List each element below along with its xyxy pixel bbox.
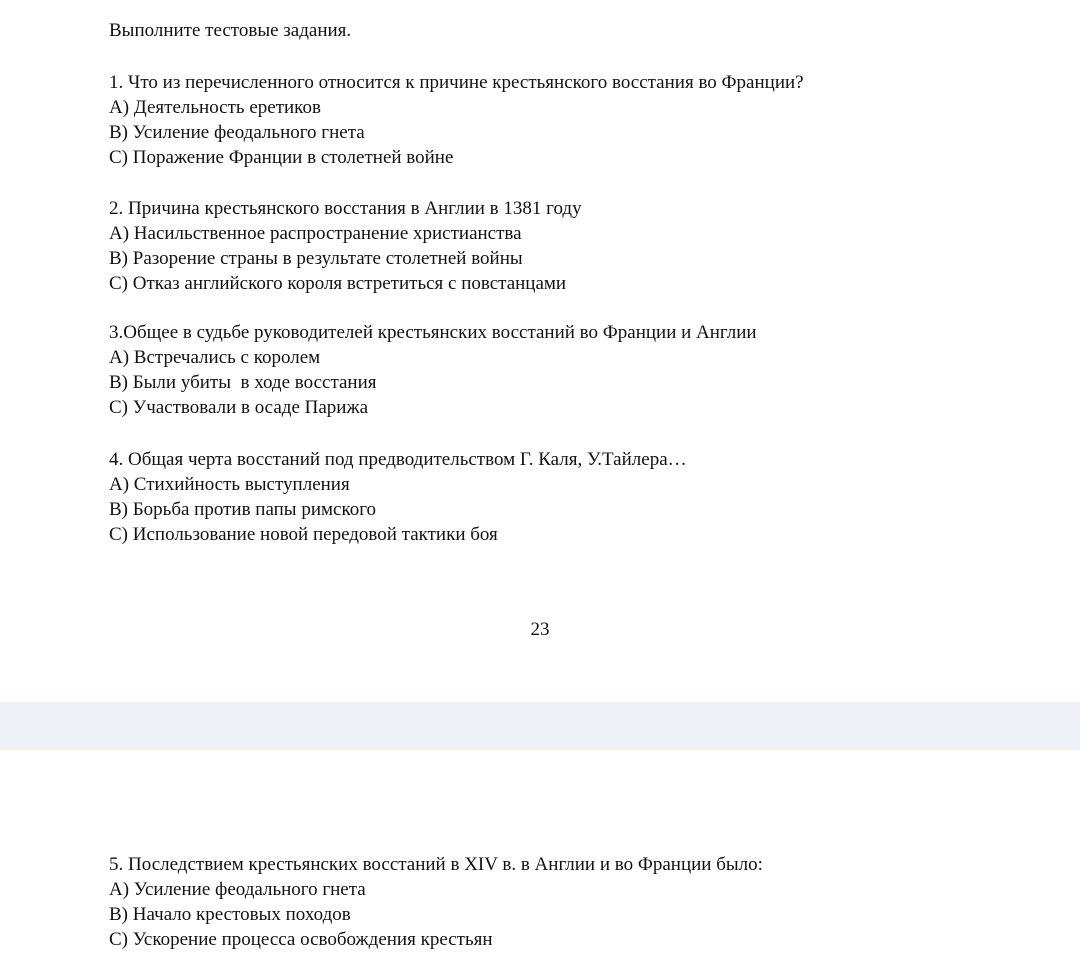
page-number: 23 — [530, 619, 550, 640]
question-5-option-b: B) Начало крестовых походов — [109, 904, 351, 925]
question-2-option-a: A) Насильственное распространение христианства — [109, 223, 522, 244]
question-4-option-b: B) Борьба против папы римского — [109, 499, 377, 520]
instruction-text: Выполните тестовые задания. — [109, 20, 352, 41]
question-1-option-b: B) Усиление феодального гнета — [109, 122, 365, 143]
question-2-option-b: B) Разорение страны в результате столетней войны — [109, 248, 523, 269]
question-3-option-a: A) Встречались с королем — [109, 347, 321, 368]
question-5-option-a: A) Усиление феодального гнета — [109, 879, 366, 900]
question-5-text: 5. Последствием крестьянских восстаний в XIV в. в Англии и во Франции было: — [109, 854, 763, 875]
question-3-option-c: C) Участвовали в осаде Парижа — [109, 397, 369, 418]
question-3-text: 3.Общее в судьбе руководителей крестьянских восстаний во Франции и Англии — [109, 322, 757, 343]
question-2-text: 2. Причина крестьянского восстания в Англии в 1381 году — [109, 198, 582, 219]
document-page-2 — [0, 750, 1080, 966]
question-1-option-c: C) Поражение Франции в столетней войне — [109, 147, 454, 168]
question-4-option-a: A) Стихийность выступления — [109, 474, 350, 495]
question-1-text: 1. Что из перечисленного относится к причине крестьянского восстания во Франции? — [109, 72, 804, 93]
question-4-text: 4. Общая черта восстаний под предводительством Г. Каля, У.Тайлера… — [109, 449, 687, 470]
question-4-option-c: C) Использование новой передовой тактики боя — [109, 524, 498, 545]
question-5-option-c: C) Ускорение процесса освобождения крестьян — [109, 929, 493, 950]
page-separator — [0, 702, 1080, 750]
question-1-option-a: A) Деятельность еретиков — [109, 97, 321, 118]
question-2-option-c: C) Отказ английского короля встретиться с повстанцами — [109, 273, 567, 294]
question-3-option-b: B) Были убиты в ходе восстания — [109, 372, 377, 393]
